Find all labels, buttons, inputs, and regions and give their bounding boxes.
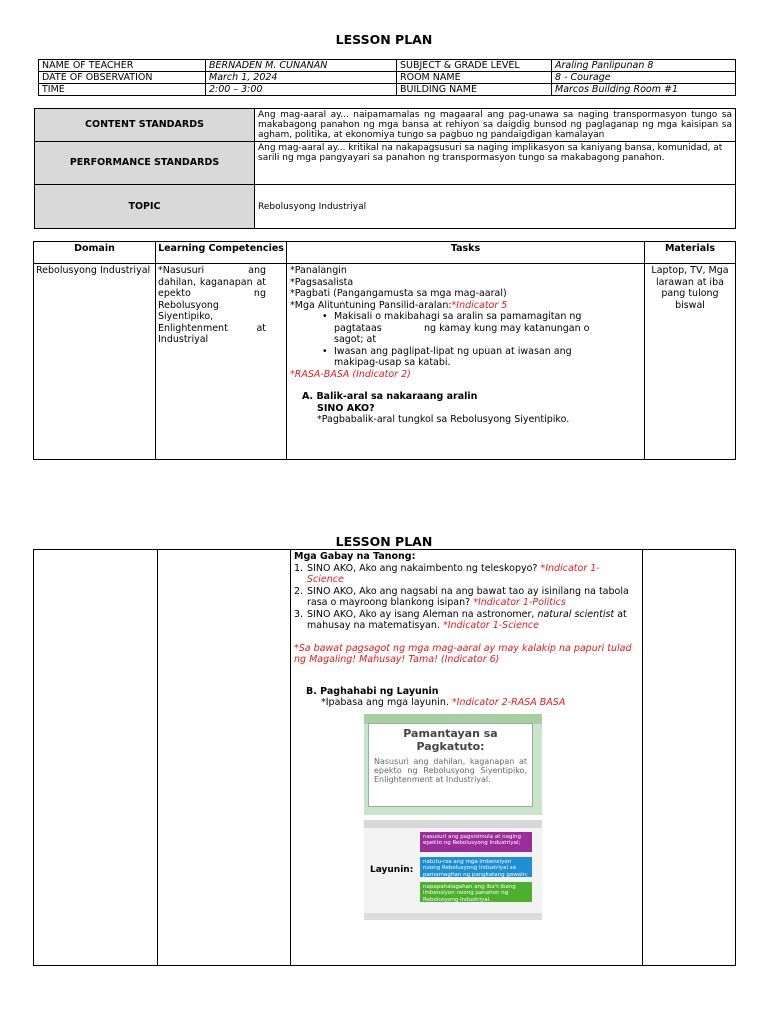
slide-layunin-items <box>420 832 532 907</box>
task-pagbati: *Pagbati (Pangangamusta sa mga mag-aaral) <box>290 288 507 299</box>
slide-pamantayan <box>364 714 542 815</box>
rule-bullet-1: • Makisali o makibahagi sa aralin sa pamamagitan ng pagtataas ng kamay kung may katanungan o sagot; at <box>290 311 642 346</box>
time-value: 2:00 – 3:00 <box>206 84 397 96</box>
performance-standards-label: PERFORMANCE STANDARDS <box>35 142 255 185</box>
question-3: 3. SINO AKO, Ako ay isang Aleman na astronomer, natural scientist at mahusay na matematisyan. *Indicator 1-Science <box>294 608 627 631</box>
competencies-cell: *Nasusuri ang dahilan, kaganapan at epekto ng Rebolusyong Siyentipiko, Enlightenment at Industriyal <box>156 264 287 460</box>
question-1: 1. SINO AKO, Ako ang nakaimbento ng teleskopyo? *Indicator 1-Science <box>294 562 600 585</box>
task-panalangin: *Panalangin <box>290 265 347 276</box>
content-standards-label: CONTENT STANDARDS <box>35 109 255 142</box>
teacher-value: BERNADEN M. CUNANAN <box>206 60 397 72</box>
materials-cell-empty <box>643 550 736 966</box>
teacher-label: NAME OF TEACHER <box>39 60 206 72</box>
slide-objective-3: napapahalagahan ang iba't-ibang imbensiyon noong panahon ng Rebolusyong Industriyal. <box>420 882 532 902</box>
room-label: ROOM NAME <box>397 72 552 84</box>
sino-ako-heading: SINO AKO? <box>317 402 375 414</box>
building-value: Marcos Building Room #1 <box>552 84 736 96</box>
task-alituntunin: *Mga Alituntuning Pansilid-aralan:*Indicator 5 <box>290 299 508 311</box>
slide-objective-1: nasusuri ang pagsisimula at naging epekto ng Rebolusyong Industriyal; <box>420 832 532 852</box>
slide-layunin <box>364 820 542 920</box>
tasks-cell <box>287 264 645 460</box>
standards-table <box>34 108 736 229</box>
lesson-table <box>33 241 736 460</box>
topic-text: Rebolusyong Industriyal <box>255 185 736 229</box>
section-a-heading: A. Balik-aral sa nakaraang aralin <box>302 391 478 402</box>
time-label: TIME <box>39 84 206 96</box>
header-competencies: Learning Competencies <box>156 242 287 264</box>
slide-layunin-label: Layunin: <box>370 864 414 875</box>
pagbabalik-text: *Pagbabalik-aral tungkol sa Rebolusyong Siyentipiko. <box>317 414 570 425</box>
gabay-heading: Mga Gabay na Tanong: <box>294 551 416 562</box>
rasa-basa-indicator: *RASA-BASA (Indicator 2) <box>290 368 411 380</box>
room-value: 8 - Courage <box>552 72 736 84</box>
topic-label: TOPIC <box>35 185 255 229</box>
subject-label: SUBJECT & GRADE LEVEL <box>397 60 552 72</box>
slide-card-title: Pamantayan sa Pagkatuto: <box>403 726 498 753</box>
performance-standards-text: Ang mag-aaral ay... kritikal na nakapagsusuri sa naging implikasyon sa kaniyang bansa, komunidad, at sarili ng mga pangyayari sa panahon ng transpormasyon tungo sa makabagong panahon. <box>255 142 736 185</box>
page-title: LESSON PLAN <box>335 32 433 47</box>
task-pagsasalista: *Pagsasalista <box>290 276 354 288</box>
lesson-table-continued <box>33 549 736 966</box>
info-table <box>38 59 736 96</box>
header-domain: Domain <box>34 242 156 264</box>
subject-value: Araling Panlipunan 8 <box>552 60 736 72</box>
slide-bottom-band <box>364 913 542 920</box>
page-title-2: LESSON PLAN <box>335 534 433 549</box>
materials-cell: Laptop, TV, Mga larawan at iba pang tulong biswal <box>645 264 736 460</box>
slide-objective-2: natutu-rsa ang mga imbensiyon noong Rebolusyong Industriyal sa pamamagitan ng pangkatang gawain; at <box>420 857 532 877</box>
building-label: BUILDING NAME <box>397 84 552 96</box>
competencies-cell-empty <box>158 550 291 966</box>
domain-cell-empty <box>34 550 158 966</box>
slide-top-band <box>364 820 542 828</box>
header-materials: Materials <box>645 242 736 264</box>
content-standards-text: Ang mag-aaral ay... naipamamalas ng magaaral ang pag-unawa sa naging transpormasyon tungo sa makabagong panahon ng mga bansa at rehiyon sa daigdig bunsod ng paglaganap ng mga kaisipan sa agham, politika, at ekonomiya tungo sa pagbuo ng pandaigdigan kamalayan <box>255 109 736 142</box>
section-b-heading: B. Paghahabi ng Layunin <box>306 685 439 697</box>
rule-bullet-2: • Iwasan ang paglipat-lipat ng upuan at iwasan ang makipag-usap sa katabi. <box>290 346 642 369</box>
domain-cell: Rebolusyong Industriyal <box>34 264 156 460</box>
header-tasks: Tasks <box>287 242 645 264</box>
tasks-cell-2 <box>291 550 643 966</box>
date-label: DATE OF OBSERVATION <box>39 72 206 84</box>
slide-card <box>368 723 533 807</box>
date-value: March 1, 2024 <box>206 72 397 84</box>
slide-card-body: Nasusuri ang dahilan, kaganapan at epekto ng Rebolusyong Siyentipiko, Enlightenment at Industriyal. <box>374 756 527 784</box>
praise-indicator: *Sa bawat pagsagot ng mga mag-aaral ay may kalakip na papuri tulad ng Magaling! Mahusay! Tama! (Indicator 6) <box>294 642 632 665</box>
ipabasa-line: *Ipabasa ang mga layunin. *Indicator 2-RASA BASA <box>321 697 566 708</box>
question-2: 2. SINO AKO, Ako ang nagsabi na ang bawat tao ay isinilang na tabola rasa o mayroong blankong isipan? *Indicator 1-Politics <box>294 585 629 608</box>
